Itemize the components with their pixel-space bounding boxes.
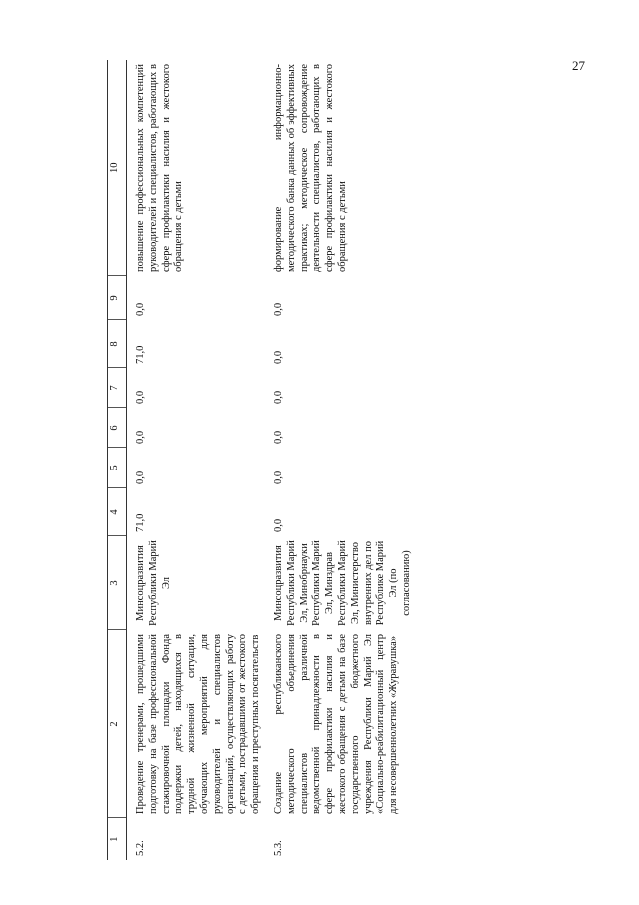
value-cell: 0,0 — [272, 302, 284, 316]
column-number-row — [108, 60, 127, 860]
column-header-7: 7 — [108, 368, 127, 408]
result-cell: формирование информационно-методического банка данных об эффективных практиках; методическое сопровождение деятельности специалистов, работающих в сфере профилактики насилия и жестокого обращения с детьми — [272, 64, 348, 272]
activity-cell: Создание республиканского методического объединения специалистов различной ведомственной принадлежности в сфере профилактики насилия и жестокого обращения с детьми на базе государственного бюджетного учреждения Республики Марий Эл «Социально-реабилитационный центр для несовершеннолетних «Журавушка» — [272, 634, 400, 814]
executor-cell: Минсоцразвития Республики Марий Эл — [135, 540, 172, 626]
column-header-6: 6 — [108, 408, 127, 448]
row-number: 5.3. — [272, 840, 284, 856]
column-header-1: 1 — [108, 818, 127, 860]
table-row — [127, 60, 265, 860]
column-header-2: 2 — [108, 630, 127, 818]
value-cell: 0,0 — [272, 350, 284, 364]
value-cell: 0,0 — [272, 390, 284, 404]
value-cell: 0,0 — [135, 302, 146, 316]
row-number: 5.2. — [135, 840, 146, 856]
column-header-8: 8 — [108, 320, 127, 368]
column-header-9: 9 — [108, 276, 127, 320]
result-cell: повышение профессиональных компетенций руководителей и специалистов, работающих в сфере профилактики насилия и жестокого обращения с детьми — [135, 64, 185, 272]
value-cell: 71,0 — [135, 345, 146, 364]
value-cell: 0,0 — [135, 470, 146, 484]
table-row — [265, 60, 416, 860]
value-cell: 0,0 — [272, 518, 284, 532]
value-cell: 0,0 — [272, 430, 284, 444]
column-header-3: 3 — [108, 536, 127, 630]
column-header-10: 10 — [108, 60, 127, 276]
activity-cell: Проведение тренерами, прошедшими подготовку на базе профессиональной стажировочной площадки Фонда поддержки детей, находящихся в трудной жизненной ситуации, обучающих мероприятий для руководителей и специалистов организаций, осуществляющих работу с детьми, пострадавшими от жестокого обращения и преступных посягательств — [135, 634, 262, 814]
program-table — [107, 60, 416, 860]
value-cell: 0,0 — [135, 390, 146, 404]
page-number: 27 — [572, 58, 585, 73]
value-cell: 71,0 — [135, 513, 146, 532]
rotated-table-sheet — [107, 60, 567, 860]
value-cell: 0,0 — [135, 430, 146, 444]
value-cell: 0,0 — [272, 470, 284, 484]
column-header-4: 4 — [108, 488, 127, 536]
column-header-5: 5 — [108, 448, 127, 488]
executor-cell: Минсоцразвития Республики Марий Эл, Минобрнауки Республики Марий Эл, Минздрав Республики Марий Эл, Министерство внутренних дел по Республике Марий Эл (по согласованию) — [272, 540, 412, 626]
